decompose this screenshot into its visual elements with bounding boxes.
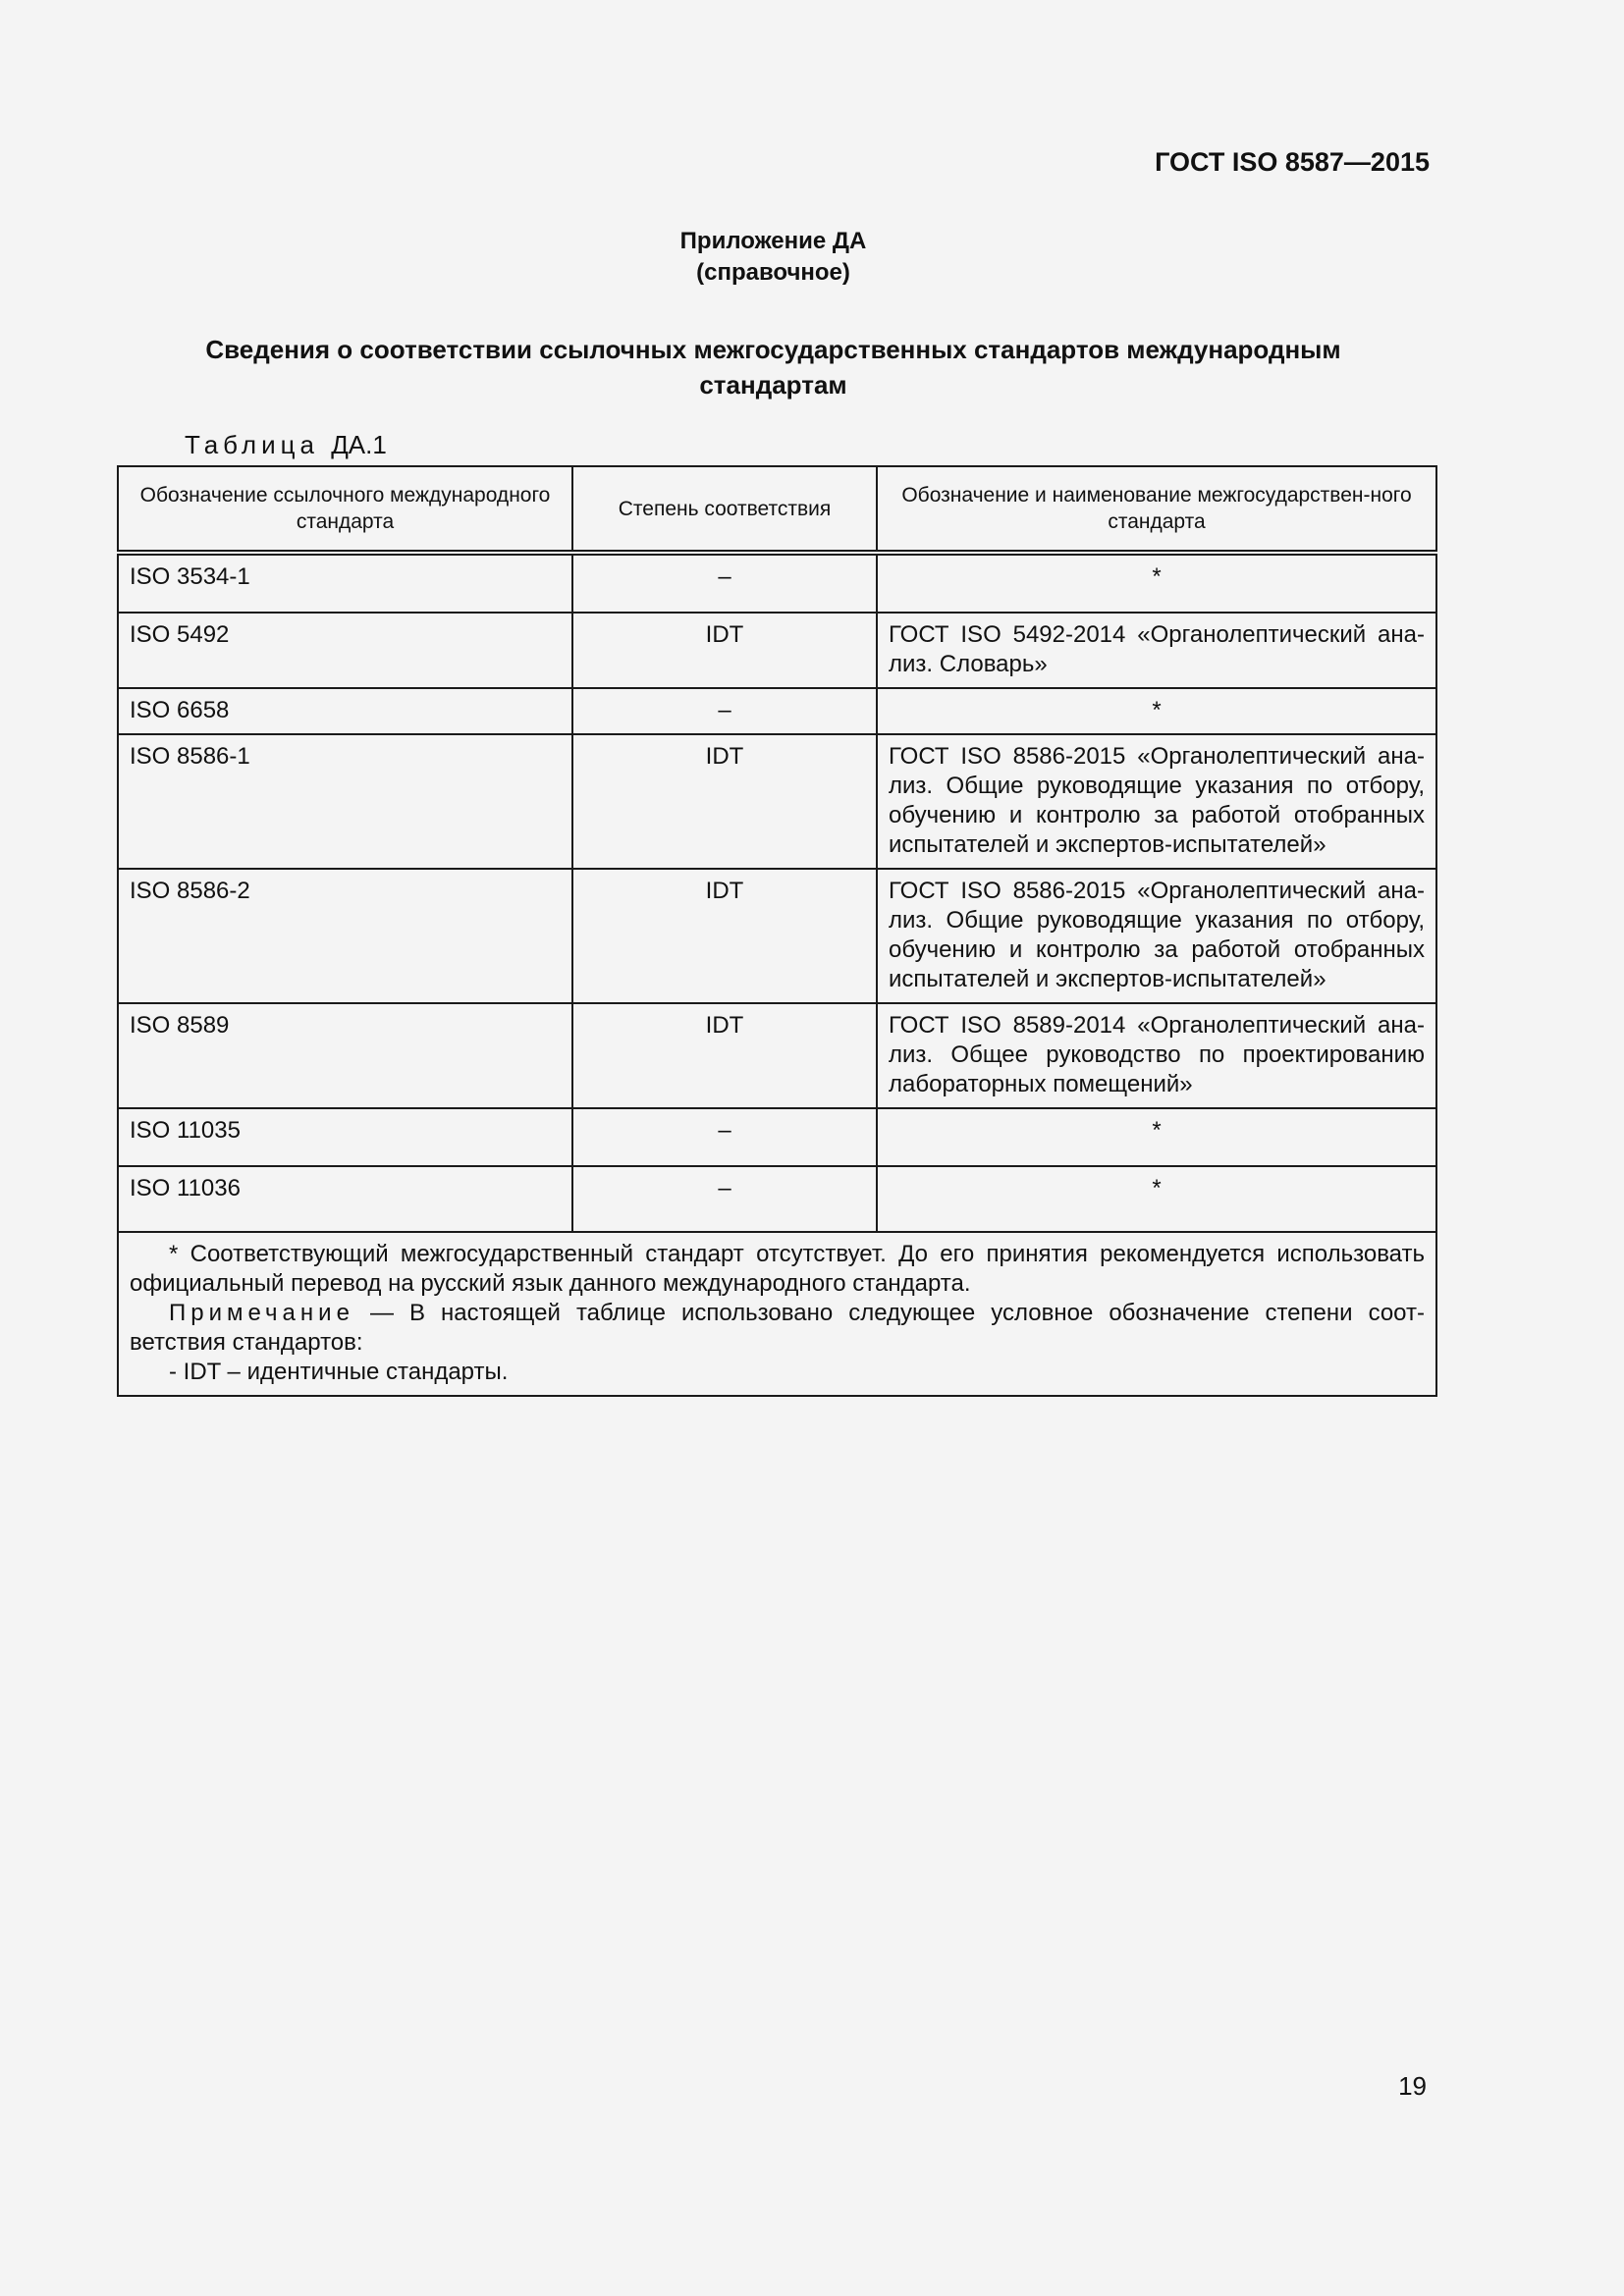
table-caption-number: ДА.1 — [331, 430, 387, 459]
national-standard-cell: * — [877, 688, 1436, 734]
national-standard-cell: * — [877, 1108, 1436, 1166]
intl-standard-cell: ISO 8589 — [118, 1003, 572, 1108]
intl-standard-cell: ISO 3534-1 — [118, 553, 572, 613]
section-title — [157, 332, 1389, 402]
appendix-title: Приложение ДА — [679, 228, 867, 254]
table-footnote-cell — [118, 1232, 1436, 1396]
table-footnote-row — [118, 1232, 1436, 1396]
note-item: - IDT – идентичные стандарты. — [169, 1359, 509, 1385]
intl-standard-cell: ISO 8586-1 — [118, 734, 572, 869]
table-row — [118, 688, 1436, 734]
table-note — [130, 1299, 1425, 1358]
degree-cell: IDT — [572, 1003, 877, 1108]
standards-correspondence-table — [117, 465, 1437, 1397]
intl-standard-cell: ISO 5492 — [118, 613, 572, 688]
intl-standard-cell: ISO 11036 — [118, 1166, 572, 1232]
table-row — [118, 734, 1436, 869]
degree-cell: – — [572, 553, 877, 613]
section-title-line-1: Сведения о соответствии ссылочных межгосударственных стандартов международным — [205, 335, 1341, 364]
column-header-degree: Степень соответствия — [572, 466, 877, 553]
intl-standard-cell: ISO 8586-2 — [118, 869, 572, 1003]
table-row — [118, 869, 1436, 1003]
national-standard-cell: ГОСТ ISO 5492-2014 «Органолептический ана-лиз. Словарь» — [877, 613, 1436, 688]
note-label: Примечание — [169, 1300, 354, 1326]
table-row — [118, 1166, 1436, 1232]
degree-cell: – — [572, 688, 877, 734]
document-code: ГОСТ ISO 8587—2015 — [1155, 147, 1430, 177]
degree-cell: IDT — [572, 869, 877, 1003]
page-number: 19 — [1398, 2071, 1427, 2101]
table-row — [118, 1003, 1436, 1108]
note-text: — В настоящей таблице использовано следующее условное обозначение степени соот-ветствия стандартов: — [130, 1300, 1425, 1356]
table-caption-word: Таблица — [185, 430, 319, 459]
national-standard-cell: * — [877, 1166, 1436, 1232]
national-standard-cell: ГОСТ ISO 8586-2015 «Органолептический ана-лиз. Общие руководящие указания по отбору, обучению и контролю за работой отобранных испытателей и экспертов-испытателей» — [877, 869, 1436, 1003]
table-row — [118, 1108, 1436, 1166]
appendix-heading — [0, 226, 1546, 289]
table-header-row — [118, 466, 1436, 553]
national-standard-cell: * — [877, 553, 1436, 613]
column-header-intl-standard: Обозначение ссылочного международного стандарта — [118, 466, 572, 553]
section-title-line-2: стандартам — [699, 370, 847, 400]
degree-cell: – — [572, 1108, 877, 1166]
degree-cell: IDT — [572, 613, 877, 688]
table-caption — [185, 430, 387, 460]
degree-cell: – — [572, 1166, 877, 1232]
column-header-national-standard: Обозначение и наименование межгосударствен-ного стандарта — [877, 466, 1436, 553]
intl-standard-cell: ISO 11035 — [118, 1108, 572, 1166]
national-standard-cell: ГОСТ ISO 8589-2014 «Органолептический ана-лиз. Общее руководство по проектированию лабораторных помещений» — [877, 1003, 1436, 1108]
appendix-subtitle: (справочное) — [696, 259, 850, 286]
degree-cell: IDT — [572, 734, 877, 869]
footnote-text: * Соответствующий межгосударственный стандарт отсутствует. До его принятия рекомендуется использовать официальный перевод на русский язык данного международного стандарта. — [130, 1241, 1425, 1297]
national-standard-cell: ГОСТ ISO 8586-2015 «Органолептический ана-лиз. Общие руководящие указания по отбору, обучению и контролю за работой отобранных испытателей и экспертов-испытателей» — [877, 734, 1436, 869]
table-row — [118, 613, 1436, 688]
intl-standard-cell: ISO 6658 — [118, 688, 572, 734]
table-row — [118, 553, 1436, 613]
